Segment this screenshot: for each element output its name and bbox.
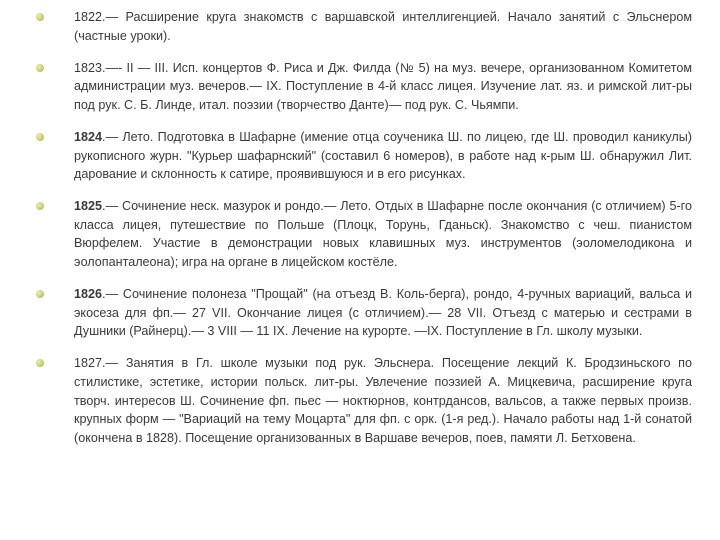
bullet-icon — [36, 64, 44, 72]
bullet-icon — [36, 359, 44, 367]
bullet-icon — [36, 133, 44, 141]
bullet-icon — [36, 202, 44, 210]
list-item — [36, 8, 692, 45]
entry-text: .— Сочинение полонеза "Прощай" (на отъезд В. Коль-берга), рондо, 4-ручных вариаций, вальса и экосеза для фп.— 27 VII. Окончание лицея (с отличием).— 28 VII. Отъезд с матерью и сестрами в Душники (Райнерц).— 3 VIII — 11 IX. Лечение на курорте. —IX. Поступление в Гл. школу музыки. — [74, 287, 692, 339]
entry-year: 1824 — [74, 129, 103, 144]
entry-text: .— Лето. Подготовка в Шафарне (имение отца соученика Ш. по лицею, где Ш. проводил каникулы) рукописного журн. "Курьер шафарнский" (составил 6 номеров), в работе над к-рым Ш. обнаружил Лит. дарование и склонность к сатире, проявившуюся и в его рисунках. — [74, 129, 692, 182]
entry-year: 1822 — [74, 10, 103, 24]
list-item — [36, 354, 692, 447]
chronology-list — [36, 8, 692, 447]
list-item — [36, 197, 692, 271]
entry-text: .—- II — III. Исп. концертов Ф. Риса и Дж. Филда (№ 5) на муз. вечере, организованном Комитетом администрации муз. вечеров.— IX. Поступление в 4-й класс лицея. Изучение лат. яз. и римской лит-ры под рук. С. Б. Линде, итал. поэзии (творчество Данте)— под рук. С. Чьямпи. — [74, 60, 692, 112]
entry-year: 1825 — [74, 199, 103, 214]
bullet-icon — [36, 13, 44, 21]
entry-text: .— Занятия в Гл. школе музыки под рук. Эльснера. Посещение лекций К. Бродзиньского по стилистике, эстетике, истории польск. лит-ры. Увлечение поэзией А. Мицкевича, расширение круга творч. интересов Ш. Сочинение фп. пьес — ноктюрнов, контрдансов, вальсов, а также первых произв. крупных форм — "Вариаций на тему Моцарта" для фп. с орк. (1-я ред.). Начало работы над 1-й сонатой (окончена в 1828). Посещение организованных в Варшаве вечеров, поев, памяти Л. Бетховена. — [74, 356, 692, 445]
entry-year: 1823 — [74, 60, 103, 75]
entry-text: .— Сочинение неск. мазурок и рондо.— Лето. Отдых в Шафарне после окончания (с отличием) 5-го класса лицея, путешествие по Польше (Плоцк, Торунь, Гданьск). Знакомство с чеш. пианистом Вюрфелем. Участие в демонстрации новых клавишных муз. инструментов (эоломелодикона и эолопанталеона); игра на органе в лицейском костёле. — [74, 199, 692, 270]
entry-year: 1826 — [74, 287, 103, 302]
list-item — [36, 285, 692, 341]
list-item — [36, 128, 692, 184]
entry-year: 1827 — [74, 356, 103, 371]
list-item — [36, 59, 692, 115]
entry-text: .— Расширение круга знакомств с варшавской интеллигенцией. Начало занятий с Эльснером (частные уроки). — [74, 10, 692, 43]
bullet-icon — [36, 290, 44, 298]
